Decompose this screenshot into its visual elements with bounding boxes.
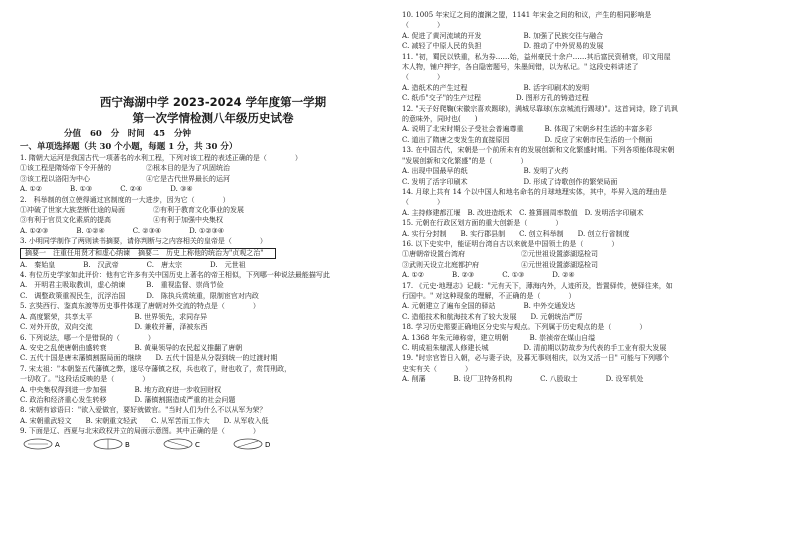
question-line: 12. "天子好爬鞠(宋徽宗喜欢踢球)，满城尽靠球(东京城流行踢球)"。这首词诗，除了讥讽 (402, 104, 678, 113)
question-line: A. 开明君主吸取教训，虚心纳谏 B. 重视监督、崇尚节俭 (20, 281, 224, 290)
question-line: A. 1368 年朱元璋称帝，建立明朝 B. 崇祯帝在煤山自缢 (402, 333, 596, 342)
question-line: "发展创新和文化繁盛"的是（ ） (402, 156, 528, 165)
question-line: A. 出现中国最早的纸 B. 发明了火药 (402, 167, 569, 176)
question-line: A. ①②③ B. ①②④ C. ②③④ D. ①②③④ (20, 226, 225, 235)
question-line: C. 明成祖朱棣派人修建长城 D. 清前期以防故步为代表的手工业有很大发展 (402, 344, 667, 352)
question-line: 9. 下面是辽、西夏与北宋政权并立的局面示意图。其中正确的是（ ） (20, 427, 260, 436)
question-line: 11. "初，蜀民以铁重，私为券……始，益州豪民十余户……其后富民资稍衰，印文用屋 (402, 52, 671, 61)
map-diagram-options (20, 437, 392, 451)
question-line: C. 纸币"交子"的生产过程 D. 图形方孔的铸造过程 (402, 94, 589, 103)
question-line: A. 安史之乱使唐朝由盛转衰 B. 黄巢领导的农民起义推翻了唐朝 (20, 343, 243, 352)
diagram-option-d (234, 439, 270, 449)
question-line: A. 元朝建立了遍布全国的驿站 B. 中外交通发达 (402, 302, 576, 311)
question-line: ③有利于官员文化素质的提高 ④有利于加强中央集权 (20, 216, 223, 225)
question-line: （ ） (402, 198, 444, 207)
question-line: A. 宋朝重武轻文 B. 宋朝重文轻武 C. 从军苦而工作大 D. 从军收入低 (20, 416, 269, 425)
question-line: A. ①② B. ①③ C. ②④ D. ③④ (20, 185, 193, 194)
question-line: 1. 隋朝大运河是我国古代一项著名的水利工程，下列对该工程的表述正确的是（ ） (20, 154, 302, 162)
diagram-option-c (164, 439, 200, 449)
question-line: A. 主持修建都江堰 B. 改进造纸术 C. 推算圆周率数值 D. 发明活字印刷术 (402, 208, 644, 217)
question-line: C. 调整政策重视民生，沉浮治国 D. 陈执兵赏统重，限制宦官对内政 (20, 291, 259, 300)
diagram-label-b: B (125, 440, 130, 449)
question-line: 木人物，铺户押字，各自隐密题号，朱墨间错，以为私记。" 这段史料讲述了 (402, 63, 639, 72)
question-line: C. 道出了隋唐之变发生的直接原因 D. 反应了宋朝市民生活的一个侧面 (402, 135, 653, 144)
question-line: 17. 《元史·地理志》记载："元有天下，薄海内外，人迹所及，皆置驿传，使驿往来，如 (402, 281, 673, 290)
question-line: （ ） (402, 21, 444, 30)
abstract-2: 摘要二 历史上称他的统治为"贞观之治" (138, 248, 264, 257)
question-line: ①冲破了世家大族垄断仕途的局面 ②有利于教育文化事业的发展 (20, 206, 244, 215)
question-line: 一切收了。"这段话反映的是（ ） (20, 375, 150, 384)
question-line: 10. 1005 年宋辽之间的澶渊之盟，1141 年宋金之间的和议，产生的相同影响是 (402, 11, 652, 19)
question-line: 4. 有位历史学家如此评价：他有它许多有关中国历史上著名的帝王相似，下列哪一种说法最能描写此 (20, 271, 330, 280)
reading-abstract-box (20, 248, 276, 259)
question-line: 16. 以下史实中，能证明台湾自古以来就是中国领土的是（ ） (402, 239, 619, 248)
question-line: 18. 学习历史需要正确地区分史实与观点。下列属于历史观点的是（ ） (402, 323, 647, 332)
question-line: 13. 在中国古代，宋朝是一个前所未有的发展创新和文化繁盛时期。下列各项能体现宋朝 (402, 146, 675, 155)
question-line: （ ） (402, 73, 444, 82)
question-line: ①该工程是隋炀帝下令开凿的 ②根本目的是为了巩固统治 (20, 164, 230, 173)
question-line: C. 政治和经济重心发生转移 D. 藩镇割据造成严重的社会问题 (20, 395, 236, 404)
question-line: A. 削藩 B. 设厂卫特务机构 C. 八股取士 D. 设军机处 (402, 375, 644, 384)
question-line: 5. 玄奘西行、鉴真东渡等历史事件体现了唐朝对外交流的特点是（ ） (20, 302, 260, 311)
question-line: ③该工程以洛阳为中心 ④它是古代世界最长的运河 (20, 174, 230, 183)
section-heading: 一、单项选择题（共 30 个小题，每题 1 分，共 30 分） (20, 142, 238, 152)
question-line: A. ①② B. ②③ C. ①③ D. ②④ (402, 271, 575, 280)
question-line: A. 造纸术的产生过程 B. 活字印刷术的发明 (402, 83, 590, 92)
question-line: 8. 宋朝有谚语曰："欲入爱做官，要好就做官。"当时人们为什么不以从军为荣？ (20, 406, 267, 415)
question-line: 史实有关（ ） (402, 364, 472, 373)
question-line: 3. 小明同学制作了两则读书摘要，请你判断与之内容相关的皇帝是（ ） (20, 237, 267, 246)
question-line: A. 秦始皇 B. 汉武帝 C. 唐太宗 D. 元世祖 (20, 260, 246, 269)
question-line: C. 造船技术和航海技术有了较大发展 D. 元朝统治严厉 (402, 312, 583, 321)
question-line: A. 中央集权得到进一步加强 B. 地方政府进一步收回财权 (20, 385, 222, 394)
question-line: 的意味外，同时也( ) (402, 115, 478, 124)
question-line: C. 五代十国是唐末藩镇割据局面的继续 D. 五代十国是从分裂到统一的过渡时期 (20, 354, 278, 363)
question-line: A. 说明了北宋时期公子受社会普遍尊重 B. 体现了宋朝乡村生活的丰富多彩 (402, 125, 653, 134)
question-line: 14. 月球上共有 14 个以中国人和地名命名的月球地理实体，其中，毕昇入选的理由是 (402, 187, 667, 196)
question-line: C. 减轻了中原人民的负担 D. 推动了中外贸易的发展 (402, 42, 604, 51)
question-line: A. 高度繁荣，共享太平 B. 世界领先，求同存异 (20, 312, 208, 321)
exam-title-line1: 西宁海湖中学 2023-2024 学年度第一学期 (99, 95, 327, 109)
exam-title-line2: 第一次学情检测八年级历史试卷 (132, 111, 294, 125)
question-line: C. 对外开放，双向交流 D. 兼收并蓄，泽被东西 (20, 323, 208, 332)
question-line: 行国中。" 对这种现象的理解，不正确的是（ ） (402, 291, 576, 300)
diagram-label-d: D (265, 440, 271, 449)
question-line: 2. 科举制的创立使得通过宫制度的一大进步，因为它（ ） (20, 195, 230, 204)
diagram-option-b (94, 439, 130, 449)
question-line: A. 实行分封制 B. 实行郡县制 C. 创立科举制 D. 创立行省制度 (402, 229, 630, 238)
question-line: ③武则天设立北庭都护府 ④元世祖设置澎湖巡检司 (402, 260, 598, 269)
question-line: 7. 宋太祖："本朝鉴五代藩镇之弊，遂尽夺藩镇之权，兵也收了，财也收了，赏罚刑政， (20, 364, 292, 373)
question-line: 19. "时宗官皆日入朝，必与妻子诀，及暮无事则相庆，以为又活一日" 可能与下列哪个 (402, 354, 670, 363)
question-line: 15. 元朝在行政区划方面的重大创新是（ ） (402, 219, 563, 228)
regime-diagram-svg (20, 437, 360, 451)
diagram-label-c: C (195, 440, 200, 449)
exam-info: 分值 60 分 时间 45 分钟 (64, 129, 192, 139)
left-column (20, 0, 392, 451)
abstract-1: 摘要一 注重任用贤才和虚心纳谏 (25, 248, 130, 257)
question-line: 6. 下列说法，哪一个是错误的（ ） (20, 333, 155, 342)
diagram-option-a (24, 439, 60, 449)
question-line: A. 促进了黄河流域的开发 B. 加强了民族交往与融合 (402, 31, 604, 40)
question-line: C. 发明了活字印刷术 D. 形成了诗歌创作的繁荣局面 (402, 177, 618, 186)
right-column (402, 0, 780, 385)
diagram-label-a: A (55, 440, 60, 449)
question-line: ①唐朝帝设置台湾府 ②元世祖设置澎湖巡检司 (402, 250, 598, 259)
